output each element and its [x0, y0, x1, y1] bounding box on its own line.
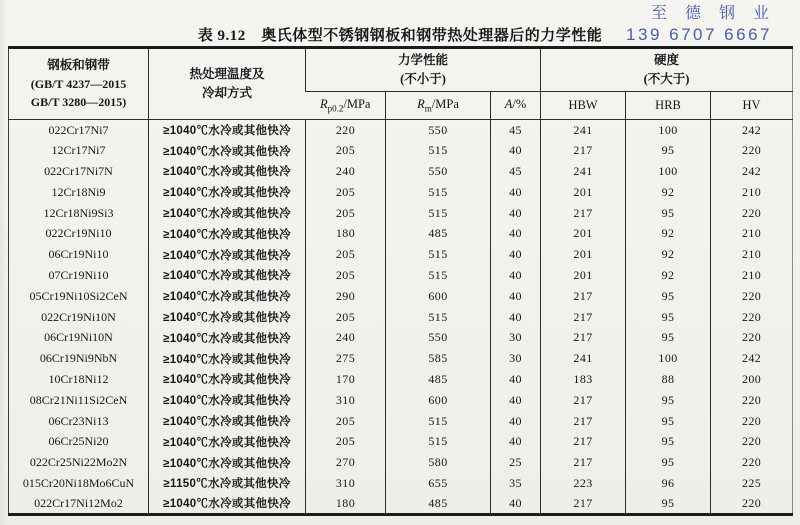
rp02-cell: 240 [306, 327, 386, 348]
hv-cell: 220 [711, 494, 793, 515]
table-body [9, 120, 793, 515]
hrb-cell: 92 [626, 244, 711, 265]
header-hrb: HRB [626, 92, 711, 120]
table-row [9, 431, 793, 452]
table-row [9, 452, 793, 473]
hbw-cell: 217 [541, 307, 626, 328]
grade-cell: 06Cr19Ni9NbN [39, 351, 118, 366]
a-cell: 40 [491, 286, 541, 307]
treatment-cell: ≥1040℃水冷或其他快冷 [149, 140, 306, 161]
table-row [9, 120, 793, 141]
rp02-cell: 205 [306, 203, 386, 224]
hrb-cell: 95 [626, 286, 711, 307]
hrb-cell: 95 [626, 203, 711, 224]
grade-cell: 06Cr19Ni10N [44, 330, 113, 345]
grade-cell: 022Cr17Ni7N [44, 163, 113, 178]
header-hbw: HBW [541, 92, 626, 120]
header-hard-line1: 硬度 [654, 53, 680, 68]
hrb-cell: 95 [626, 327, 711, 348]
a-cell: 40 [491, 140, 541, 161]
hrb-cell: 95 [626, 411, 711, 432]
hrb-cell: 95 [626, 431, 711, 452]
table-row [9, 473, 793, 494]
rm-cell: 485 [386, 494, 491, 515]
table-row [9, 369, 793, 390]
treatment-cell: ≥1040℃水冷或其他快冷 [149, 161, 306, 182]
rp02-cell: 170 [306, 369, 386, 390]
table-row [9, 307, 793, 328]
hv-cell: 220 [711, 203, 793, 224]
header-treatment-line1: 热处理温度及 [189, 67, 265, 82]
hbw-cell: 217 [541, 140, 626, 161]
table-header [9, 48, 793, 120]
hbw-cell: 217 [541, 452, 626, 473]
rp02-cell: 205 [306, 411, 386, 432]
hbw-cell: 217 [541, 390, 626, 411]
treatment-cell: ≥1040℃水冷或其他快冷 [149, 494, 306, 515]
hbw-cell: 241 [541, 348, 626, 369]
rp02-unit: /MPa [343, 97, 371, 112]
grade-cell: 022Cr19Ni10N [41, 309, 116, 324]
hrb-cell: 96 [626, 473, 711, 494]
rp02-cell: 205 [306, 140, 386, 161]
grade-cell: 06Cr25Ni20 [48, 434, 109, 449]
a-cell: 45 [491, 120, 541, 141]
grade-cell: 07Cr19Ni10 [48, 267, 109, 282]
header-hard-line2: (不大于) [643, 72, 690, 86]
hrb-cell: 95 [626, 140, 711, 161]
rp02-cell: 205 [306, 182, 386, 203]
table-row [9, 411, 793, 432]
grade-cell: 022Cr19Ni10 [45, 226, 112, 241]
table-row [9, 161, 793, 182]
header-treatment [149, 48, 306, 120]
table-row [9, 348, 793, 369]
hrb-cell: 95 [626, 494, 711, 515]
hbw-cell: 217 [541, 431, 626, 452]
hbw-cell: 201 [541, 244, 626, 265]
hbw-cell: 241 [541, 161, 626, 182]
a-cell: 30 [491, 327, 541, 348]
hbw-cell: 217 [541, 411, 626, 432]
hbw-cell: 241 [541, 120, 626, 141]
header-rp02 [306, 92, 386, 120]
treatment-cell: ≥1150℃水冷或其他快冷 [149, 473, 306, 494]
a-cell: 40 [491, 411, 541, 432]
grade-cell: 12Cr17Ni7 [51, 143, 106, 158]
a-unit: /% [512, 97, 527, 112]
table-row [9, 390, 793, 411]
treatment-cell: ≥1040℃水冷或其他快冷 [149, 182, 306, 203]
header-hv: HV [711, 92, 793, 120]
treatment-cell: ≥1040℃水冷或其他快冷 [149, 223, 306, 244]
treatment-cell: ≥1040℃水冷或其他快冷 [149, 265, 306, 286]
rm-cell: 485 [386, 223, 491, 244]
hrb-cell: 88 [626, 369, 711, 390]
a-cell: 30 [491, 348, 541, 369]
header-treatment-line2: 冷却方式 [201, 86, 252, 100]
rm-unit: /MPa [431, 97, 459, 112]
treatment-cell: ≥1040℃水冷或其他快冷 [149, 307, 306, 328]
hv-cell: 220 [711, 140, 793, 161]
treatment-cell: ≥1040℃水冷或其他快冷 [149, 411, 306, 432]
table-row [9, 203, 793, 224]
rm-cell: 585 [386, 348, 491, 369]
hbw-cell: 217 [541, 327, 626, 348]
a-symbol: A [504, 97, 513, 112]
hv-cell: 220 [711, 411, 793, 432]
a-cell: 40 [491, 265, 541, 286]
a-cell: 35 [491, 473, 541, 494]
grade-cell: 10Cr18Ni12 [48, 371, 109, 386]
hv-cell: 220 [711, 327, 793, 348]
rm-cell: 515 [386, 411, 491, 432]
rp02-cell: 310 [306, 473, 386, 494]
hbw-cell: 201 [541, 182, 626, 203]
grade-cell: 022Cr17Ni7 [48, 122, 109, 137]
a-cell: 25 [491, 452, 541, 473]
table-title: 表 9.12 奥氏体型不锈钢钢板和钢带热处理器后的力学性能 [197, 28, 603, 44]
hbw-cell: 183 [541, 369, 626, 390]
table-row [9, 265, 793, 286]
a-cell: 40 [491, 369, 541, 390]
rp02-cell: 205 [306, 307, 386, 328]
grade-cell: 12Cr18Ni9 [51, 184, 106, 199]
rm-cell: 550 [386, 161, 491, 182]
hv-cell: 242 [711, 348, 793, 369]
rm-cell: 515 [386, 182, 491, 203]
hv-cell: 225 [711, 473, 793, 494]
treatment-cell: ≥1040℃水冷或其他快冷 [149, 390, 306, 411]
hv-cell: 210 [711, 265, 793, 286]
rm-cell: 515 [386, 244, 491, 265]
treatment-cell: ≥1040℃水冷或其他快冷 [149, 369, 306, 390]
header-mech-line2: (不小于) [400, 72, 446, 86]
rp02-cell: 180 [306, 494, 386, 515]
a-cell: 40 [491, 223, 541, 244]
table-row [9, 140, 793, 161]
a-cell: 40 [491, 203, 541, 224]
rm-cell: 515 [386, 431, 491, 452]
table-row [9, 244, 793, 265]
a-cell: 40 [491, 182, 541, 203]
rp02-cell: 270 [306, 452, 386, 473]
rp02-cell: 310 [306, 390, 386, 411]
hv-cell: 220 [711, 307, 793, 328]
watermark-company: 至 德 钢 业 [650, 5, 776, 22]
hbw-cell: 217 [541, 203, 626, 224]
rp02-cell: 290 [306, 286, 386, 307]
rm-cell: 515 [386, 203, 491, 224]
hv-cell: 220 [711, 452, 793, 473]
hrb-cell: 92 [626, 182, 711, 203]
header-group-hardness [541, 48, 793, 92]
treatment-cell: ≥1040℃水冷或其他快冷 [149, 286, 306, 307]
rp02-cell: 275 [306, 348, 386, 369]
a-cell: 45 [491, 161, 541, 182]
grade-cell: 022Cr25Ni22Mo2N [29, 455, 128, 470]
hv-cell: 210 [711, 182, 793, 203]
hrb-cell: 95 [626, 307, 711, 328]
grade-cell: 022Cr17Ni12Mo2 [34, 495, 123, 510]
hbw-cell: 217 [541, 286, 626, 307]
rm-cell: 550 [386, 327, 491, 348]
rp02-symbol: R [320, 97, 328, 112]
table-row [9, 182, 793, 203]
hrb-cell: 100 [626, 161, 711, 182]
hv-cell: 220 [711, 431, 793, 452]
rm-subscript: m [424, 103, 432, 114]
table-row [9, 223, 793, 244]
rp02-cell: 205 [306, 265, 386, 286]
hv-cell: 242 [711, 120, 793, 141]
grade-cell: 015Cr20Ni18Mo6CuN [22, 475, 135, 490]
treatment-cell: ≥1040℃水冷或其他快冷 [149, 348, 306, 369]
a-cell: 40 [491, 494, 541, 515]
hrb-cell: 95 [626, 390, 711, 411]
hrb-cell: 95 [626, 452, 711, 473]
treatment-cell: ≥1040℃水冷或其他快冷 [149, 244, 306, 265]
rp02-cell: 180 [306, 223, 386, 244]
treatment-cell: ≥1040℃水冷或其他快冷 [149, 203, 306, 224]
treatment-cell: ≥1040℃水冷或其他快冷 [149, 120, 306, 141]
rm-cell: 515 [386, 307, 491, 328]
table-row [9, 286, 793, 307]
treatment-cell: ≥1040℃水冷或其他快冷 [149, 431, 306, 452]
hv-cell: 220 [711, 390, 793, 411]
rp02-cell: 220 [306, 120, 386, 141]
grade-cell: 06Cr23Ni13 [48, 413, 109, 428]
header-material-line3: GB/T 3280—2015) [30, 95, 127, 110]
grade-cell: 08Cr21Ni11Si2CeN [29, 392, 128, 407]
header-mech-line1: 力学性能 [398, 53, 449, 68]
hrb-cell: 92 [626, 223, 711, 244]
rm-cell: 485 [386, 369, 491, 390]
grade-cell: 05Cr19Ni10Si2CeN [29, 288, 128, 303]
hrb-cell: 100 [626, 348, 711, 369]
rm-cell: 600 [386, 390, 491, 411]
rm-symbol: R [417, 97, 425, 112]
hv-cell: 210 [711, 244, 793, 265]
rm-cell: 580 [386, 452, 491, 473]
treatment-cell: ≥1040℃水冷或其他快冷 [149, 327, 306, 348]
rm-cell: 515 [386, 140, 491, 161]
rm-cell: 655 [386, 473, 491, 494]
rm-cell: 600 [386, 286, 491, 307]
hbw-cell: 201 [541, 265, 626, 286]
hv-cell: 242 [711, 161, 793, 182]
hv-cell: 200 [711, 369, 793, 390]
grade-cell: 06Cr19Ni10 [48, 247, 109, 262]
hrb-cell: 92 [626, 265, 711, 286]
rm-cell: 515 [386, 265, 491, 286]
rp02-cell: 205 [306, 244, 386, 265]
hbw-cell: 217 [541, 494, 626, 515]
header-rm [386, 92, 491, 120]
hbw-cell: 223 [541, 473, 626, 494]
rm-cell: 550 [386, 120, 491, 141]
header-material-line2: (GB/T 4237—2015 [30, 76, 127, 91]
header-material [9, 48, 149, 120]
a-cell: 40 [491, 307, 541, 328]
hbw-cell: 201 [541, 223, 626, 244]
rp02-subscript: p0.2 [327, 103, 344, 114]
a-cell: 40 [491, 390, 541, 411]
mechanical-properties-table [8, 46, 793, 516]
header-a [491, 92, 541, 120]
hv-cell: 210 [711, 223, 793, 244]
rp02-cell: 205 [306, 431, 386, 452]
table-row [9, 327, 793, 348]
hv-cell: 220 [711, 286, 793, 307]
hrb-cell: 100 [626, 120, 711, 141]
table-row [9, 494, 793, 515]
header-material-line1: 钢板和钢带 [47, 57, 110, 72]
watermark-phone: 139 6707 6667 [626, 25, 772, 44]
treatment-cell: ≥1040℃水冷或其他快冷 [149, 452, 306, 473]
a-cell: 40 [491, 244, 541, 265]
header-group-mechanical [306, 48, 541, 92]
grade-cell: 12Cr18Ni9Si3 [43, 205, 114, 220]
a-cell: 40 [491, 431, 541, 452]
rp02-cell: 240 [306, 161, 386, 182]
